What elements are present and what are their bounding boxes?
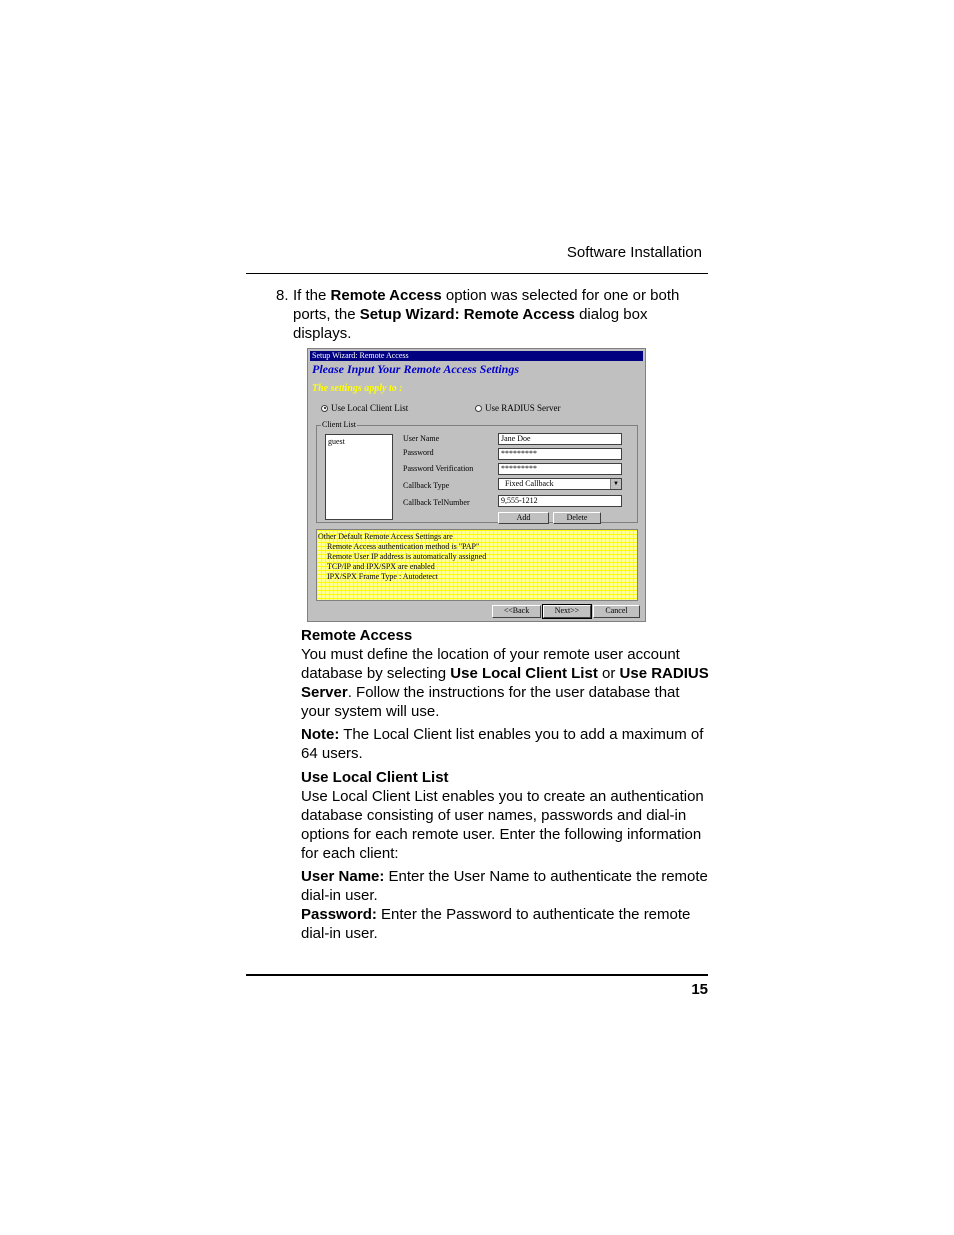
note-label: Note: — [301, 726, 340, 743]
setup-wizard-dialog — [307, 348, 646, 622]
password-verification-label: Password Verification — [403, 464, 474, 473]
password-input[interactable]: ********* — [498, 448, 622, 460]
password-desc-text: Enter the Password to authenticate the remote dial-in user. — [301, 906, 691, 942]
use-local-client-list-section — [301, 768, 709, 863]
step-8 — [276, 286, 706, 346]
client-list-group — [316, 420, 638, 523]
user-name-desc-text: Enter the User Name to authenticate the remote dial-in user. — [301, 868, 708, 904]
password-label: Password — [403, 448, 434, 457]
callback-type-label: Callback Type — [403, 481, 450, 490]
use-local-client-list-term: Use Local Client List — [450, 665, 598, 682]
radio-radius-label: Use RADIUS Server — [485, 403, 561, 413]
remote-access-text — [301, 645, 709, 721]
radio-selected-icon — [321, 405, 328, 412]
callback-telnumber-input[interactable]: 9,555-1212 — [498, 495, 622, 507]
default-settings-note — [316, 529, 638, 601]
callback-type-select[interactable] — [498, 478, 622, 490]
step-text-1: If the — [293, 287, 331, 304]
radio-unselected-icon — [475, 405, 482, 412]
dialog-titlebar: Setup Wizard: Remote Access — [310, 351, 643, 361]
note-line: Remote User IP address is automatically assigned — [327, 552, 487, 561]
user-name-label: User Name — [403, 434, 440, 443]
list-item[interactable]: guest — [328, 437, 345, 446]
radio-local-client-list[interactable] — [321, 403, 408, 413]
user-name-input[interactable]: Jane Doe — [498, 433, 622, 445]
remote-access-section — [301, 626, 709, 721]
note-text: The Local Client list enables you to add a maximum of 64 users. — [301, 726, 704, 762]
remote-access-text-3: . Follow the instructions for the user database that your system will use. — [301, 684, 680, 720]
next-button[interactable]: Next>> — [543, 605, 591, 618]
client-listbox[interactable] — [325, 434, 393, 520]
step-text — [293, 286, 706, 343]
dialog-heading: Please Input Your Remote Access Settings — [312, 362, 520, 376]
password-verification-input[interactable]: ********* — [498, 463, 622, 475]
use-radius-server-term: Use RADIUS Server — [301, 665, 709, 701]
password-description — [301, 905, 709, 943]
step-text-3: dialog box displays. — [293, 306, 648, 342]
radio-local-label: Use Local Client List — [331, 403, 409, 413]
local-list-heading: Use Local Client List — [301, 769, 449, 786]
setup-wizard-term: Setup Wizard: Remote Access — [359, 306, 575, 323]
note-paragraph — [301, 725, 709, 763]
cancel-button[interactable]: Cancel — [593, 605, 640, 618]
remote-access-heading: Remote Access — [301, 627, 413, 644]
remote-access-text-1: You must define the location of your remote user account database by selecting — [301, 646, 680, 682]
back-button[interactable]: <<Back — [492, 605, 541, 618]
page-number: 15 — [691, 981, 708, 998]
add-button[interactable]: Add — [498, 512, 549, 524]
radio-radius-server[interactable] — [475, 403, 561, 413]
step-number: 8. — [276, 287, 289, 304]
callback-telnumber-label: Callback TelNumber — [403, 498, 470, 507]
note-line: IPX/SPX Frame Type : Autodetect — [327, 572, 438, 581]
field-descriptions — [301, 867, 709, 943]
user-name-description — [301, 867, 709, 905]
user-name-term: User Name: — [301, 868, 385, 885]
local-list-text: Use Local Client List enables you to create an authentication database consisting of user names, passwords and dial-in options for each remote user. Enter the following information for each client: — [301, 788, 704, 862]
chevron-down-icon[interactable]: ▼ — [610, 479, 621, 489]
step-text-2: option was selected for one or both ports, the — [293, 287, 680, 323]
password-term: Password: — [301, 906, 377, 923]
header-rule — [246, 273, 708, 274]
note-line: Remote Access authentication method is "PAP" — [327, 542, 480, 551]
footer-rule — [246, 974, 708, 976]
remote-access-term: Remote Access — [330, 287, 442, 304]
remote-access-text-2: or — [597, 665, 620, 682]
note-heading: Other Default Remote Access Settings are — [318, 532, 453, 541]
delete-button[interactable]: Delete — [553, 512, 601, 524]
running-header: Software Installation — [566, 244, 702, 261]
dialog-subheading: The settings apply to : — [312, 383, 403, 394]
note-line: TCP/IP and IPX/SPX are enabled — [327, 562, 435, 571]
callback-type-value: Fixed Callback — [505, 479, 554, 488]
group-label: Client List — [322, 420, 356, 429]
